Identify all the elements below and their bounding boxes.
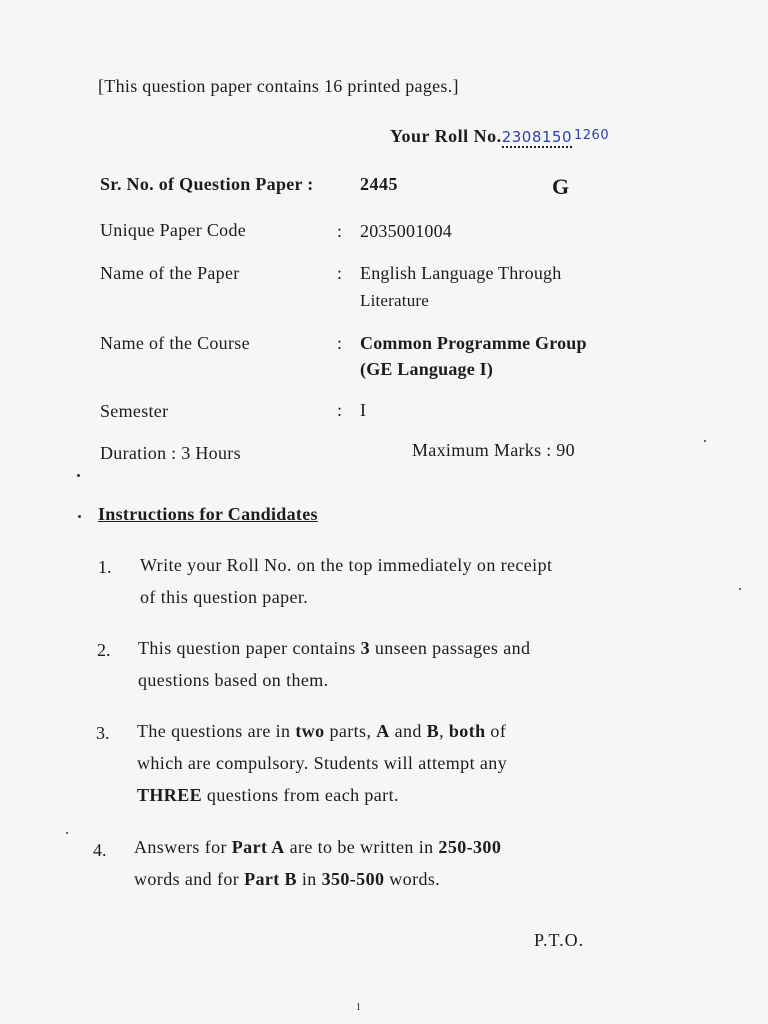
scan-speck	[66, 832, 68, 834]
course-name-label: Name of the Course	[100, 333, 250, 353]
instructions-heading: Instructions for Candidates	[98, 504, 318, 524]
text-run: words.	[384, 869, 441, 889]
semester-colon: :	[337, 400, 343, 420]
bold-run: Part A	[231, 837, 285, 857]
page-count-note: [This question paper contains 16 printed pages.]	[98, 76, 459, 96]
scan-speck	[739, 588, 741, 590]
scan-speck	[78, 515, 81, 518]
bold-run: A	[376, 721, 390, 741]
pto-marker: P.T.O.	[534, 930, 585, 950]
instruction-item-3	[137, 715, 507, 811]
item-line	[137, 779, 507, 811]
paper-name-value-line1: English Language Through	[360, 263, 562, 283]
item-number: 2.	[97, 640, 111, 660]
course-name-value-line1: Common Programme Group	[360, 333, 587, 353]
bold-run: both	[448, 721, 486, 741]
unique-code-colon: :	[337, 221, 343, 241]
instruction-item-1	[140, 549, 552, 613]
bold-run: 350-500	[321, 869, 385, 889]
scan-speck	[704, 440, 706, 442]
paper-name-label: Name of the Paper	[100, 263, 240, 283]
paper-name-value-line2: Literature	[360, 291, 430, 310]
text-run: parts,	[324, 721, 377, 741]
item-number: 4.	[93, 840, 107, 860]
text-run: in	[296, 869, 322, 889]
instruction-item-2	[138, 632, 530, 696]
item-line: of this question paper.	[140, 587, 309, 607]
roll-value: 2308150	[501, 128, 572, 146]
text-run: of	[485, 721, 507, 741]
sr-no-value: 2445	[360, 174, 398, 194]
semester-value: I	[360, 400, 367, 420]
bold-run: 3	[360, 638, 370, 658]
roll-number-line	[390, 126, 609, 147]
instruction-item-4	[134, 831, 501, 895]
bold-run: 250-300	[438, 837, 502, 857]
max-marks-label: Maximum Marks : 90	[412, 440, 575, 460]
item-line: Write your Roll No. on the top immediately on receipt	[140, 555, 553, 575]
text-run: Answers for	[134, 837, 232, 857]
bold-run: THREE	[137, 785, 203, 805]
unique-code-label: Unique Paper Code	[100, 220, 247, 240]
text-run: questions from each part.	[202, 785, 399, 805]
item-number: 1.	[98, 557, 112, 577]
item-line	[134, 863, 501, 895]
roll-value-extra: 1260	[574, 128, 610, 143]
item-line	[137, 715, 507, 747]
item-line	[138, 632, 530, 664]
bold-run: Part B	[244, 869, 297, 889]
item-line: questions based on them.	[138, 670, 329, 690]
bold-run: B	[426, 721, 440, 741]
item-number: 3.	[96, 723, 110, 743]
course-name-value-line2: (GE Language I)	[360, 359, 494, 379]
sr-no-label: Sr. No. of Question Paper :	[100, 174, 314, 194]
item-line: which are compulsory. Students will attempt any	[137, 753, 508, 773]
set-code: G	[552, 174, 570, 199]
text-run: The questions are in	[137, 721, 296, 741]
scan-speck	[77, 474, 80, 477]
semester-label: Semester	[100, 401, 169, 421]
course-name-colon: :	[337, 333, 343, 353]
text-run: are to be written in	[284, 837, 439, 857]
text-run: This question paper contains	[138, 638, 361, 658]
page-number: 1	[356, 1002, 361, 1013]
text-run: and	[389, 721, 427, 741]
unique-code-value: 2035001004	[360, 221, 452, 241]
bold-run: two	[295, 721, 325, 741]
text-run: unseen passages and	[369, 638, 531, 658]
text-run: words and for	[134, 869, 245, 889]
text-run: ,	[439, 721, 449, 741]
roll-label: Your Roll No.	[390, 126, 502, 146]
item-line	[134, 831, 501, 863]
duration-label: Duration : 3 Hours	[100, 443, 241, 463]
paper-name-colon: :	[337, 263, 343, 283]
